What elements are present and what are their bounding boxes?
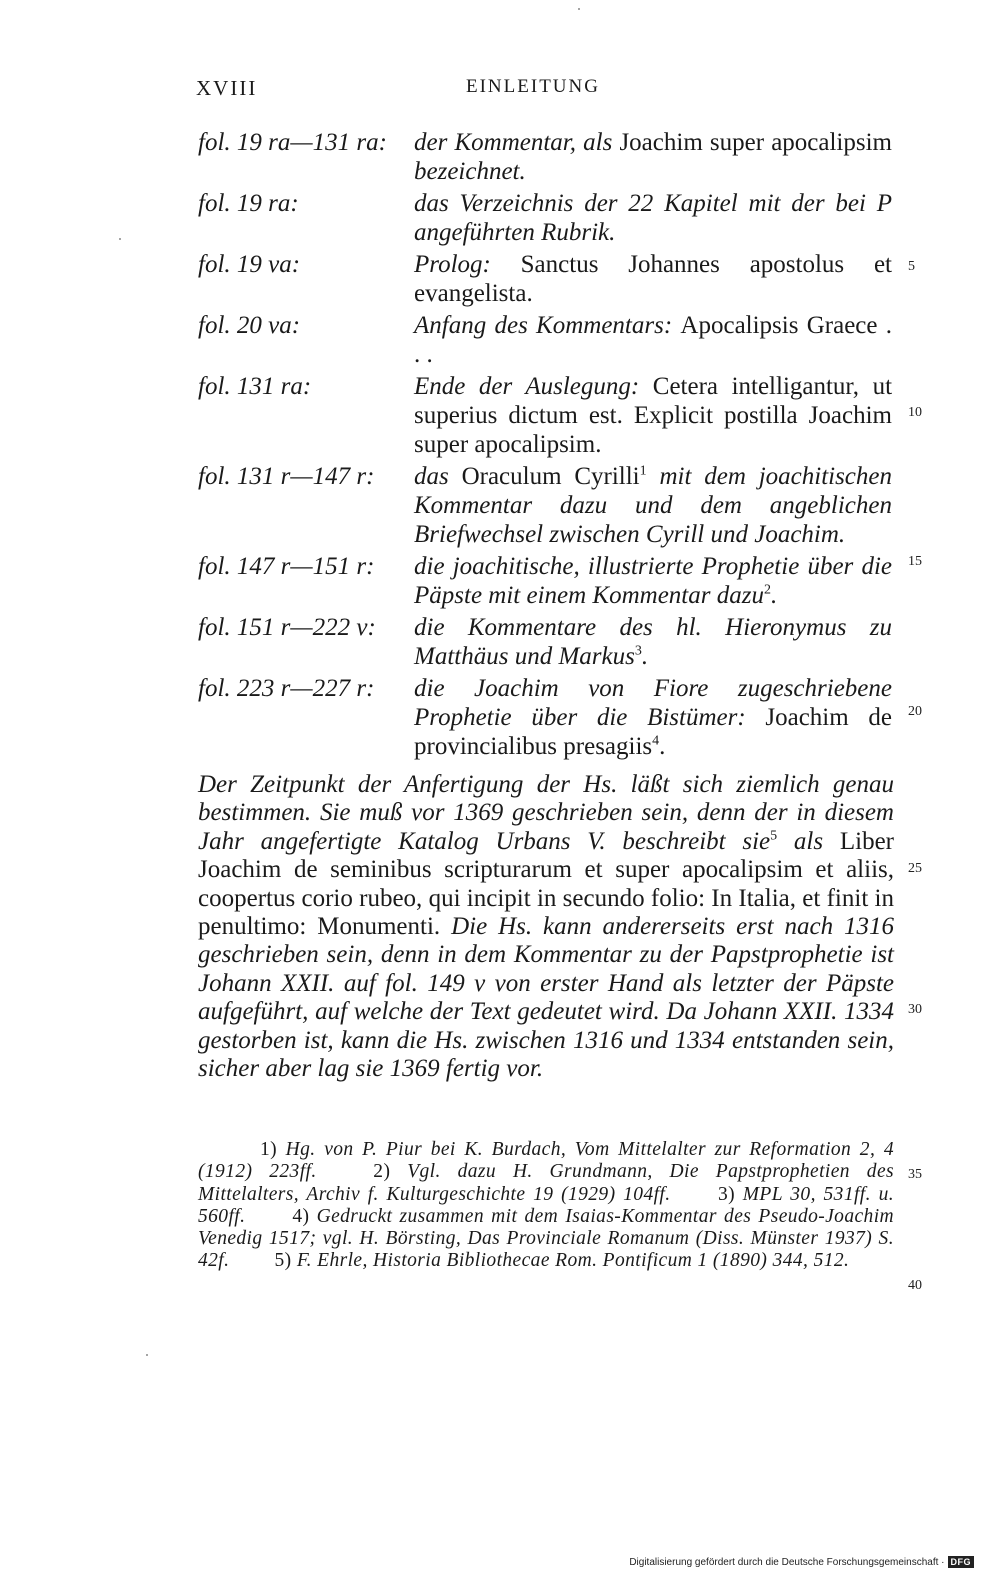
credit-text: Digitalisierung gefördert durch die Deutsche Forschungsgemeinschaft · bbox=[629, 1556, 945, 1568]
manuscript-contents-list bbox=[198, 128, 898, 764]
contents-entry bbox=[198, 128, 898, 186]
footnote-number: 5) bbox=[274, 1250, 292, 1272]
italic-text: bezeichnet. bbox=[414, 158, 526, 185]
folio-reference: fol. 131 ra: bbox=[198, 373, 312, 400]
line-number: 30 bbox=[908, 1002, 922, 1017]
italic-text: die Joachim von Fiore zugeschriebene Prophetie über die Bistümer: bbox=[414, 675, 892, 731]
folio-description bbox=[414, 250, 892, 308]
line-number: 5 bbox=[908, 259, 915, 274]
scan-speck bbox=[119, 238, 121, 240]
italic-text: mit dem joachitischen Kommentar dazu und dem angeblichen Briefwechsel zwischen Cyrill und Joachim. bbox=[414, 463, 893, 548]
footnote-text: MPL 30, 531ff. u. 560ff. bbox=[198, 1183, 894, 1227]
folio-description bbox=[414, 311, 892, 369]
footnote-number: 1) bbox=[260, 1139, 278, 1160]
footnote-marker: 5 bbox=[770, 828, 778, 844]
footnote-text: F. Ehrle, Historia Bibliothecae Rom. Pontificum 1 (1890) 344, 512. bbox=[296, 1250, 850, 1272]
roman-text: Apocalipsis Graece . . . bbox=[414, 312, 892, 368]
italic-text: das bbox=[414, 463, 462, 490]
folio-reference: fol. 19 va: bbox=[198, 251, 301, 278]
roman-text: Liber Joachim de seminibus scripturarum et super apocalipsim et aliis, coopertus corio rubeo, qui incipit in secundo folio: In Italia, et finit in penultimo: Monumenti. bbox=[198, 827, 894, 941]
page-number: XVIII bbox=[196, 76, 258, 100]
scan-speck bbox=[146, 1354, 148, 1356]
folio-reference: fol. 19 ra—131 ra: bbox=[198, 129, 387, 156]
footnote-number: 2) bbox=[373, 1161, 391, 1183]
roman-text: Joachim super apocalipsim bbox=[619, 129, 892, 156]
contents-entry bbox=[198, 250, 898, 308]
line-number: 20 bbox=[908, 704, 922, 719]
contents-entry bbox=[198, 613, 898, 671]
italic-text: die Kommentare des hl. Hieronymus zu Matthäus und Markus bbox=[414, 614, 892, 670]
italic-text: Die Hs. kann andererseits erst nach 1316 geschrieben sein, denn in dem Kommentar zu der Papstprophetie ist Johann XXII. auf fol. 149 v von erster Hand als letzter der Päpste aufgeführt, auf welche der Text gedeutet wird. Da Johann XXII. 1334 gestorben ist, kann die Hs. zwischen 1316 und 1334 entstanden sein, sicher aber lag sie 1369 fertig vor. bbox=[198, 913, 894, 1083]
line-number: 40 bbox=[908, 1278, 922, 1293]
italic-text: das Verzeichnis der 22 Kapitel mit der bei P angeführten Rubrik. bbox=[414, 190, 892, 246]
footnote-marker: 1 bbox=[639, 463, 647, 479]
folio-description bbox=[414, 462, 892, 549]
folio-reference: fol. 223 r—227 r: bbox=[198, 675, 375, 702]
page-header bbox=[196, 76, 896, 106]
italic-text: Anfang des Kommentars: bbox=[414, 312, 681, 339]
footnote-text: Gedruckt zusammen mit dem Isaias-Kommentar des Pseudo-Joachim Venedig 1517; vgl. H. Börsting, Das Provinciale Romanum (Diss. Münster 1937) S. 42f. bbox=[198, 1205, 894, 1272]
contents-entry bbox=[198, 311, 898, 369]
contents-entry bbox=[198, 552, 898, 610]
folio-description bbox=[414, 128, 892, 186]
footnote bbox=[274, 1250, 849, 1271]
footnote-number: 3) bbox=[718, 1183, 736, 1205]
folio-reference: fol. 20 va: bbox=[198, 312, 301, 339]
folio-description bbox=[414, 613, 892, 671]
folio-description bbox=[414, 552, 892, 610]
footnote-text: Vgl. dazu H. Grundmann, Die Papstprophetien des Mittelalters, Archiv f. Kulturgeschichte 19 (1929) 104ff. bbox=[198, 1161, 895, 1205]
contents-entry bbox=[198, 372, 898, 459]
contents-entry bbox=[198, 674, 898, 761]
folio-description bbox=[414, 189, 892, 247]
dating-paragraph bbox=[198, 771, 894, 1083]
line-number: 35 bbox=[908, 1167, 922, 1182]
roman-text: Oraculum Cyrilli bbox=[461, 463, 640, 490]
footnote-number: 4) bbox=[292, 1205, 310, 1227]
footnote-marker: 3 bbox=[634, 643, 642, 659]
footnotes bbox=[198, 1139, 894, 1273]
line-number: 15 bbox=[908, 554, 922, 569]
folio-description bbox=[414, 674, 892, 761]
roman-text: Sanctus Johannes apostolus et evangelista. bbox=[414, 251, 892, 307]
roman-text: Cetera intelligantur, ut superius dictum est. Explicit postilla Joachim super apocalipsim. bbox=[414, 373, 893, 458]
contents-entry bbox=[198, 189, 898, 247]
digitization-credit bbox=[629, 1556, 974, 1568]
line-number: 25 bbox=[908, 861, 922, 876]
running-title: EINLEITUNG bbox=[466, 76, 600, 97]
footnote-marker: 4 bbox=[652, 733, 660, 749]
footnote-marker: 2 bbox=[763, 582, 771, 598]
contents-entry bbox=[198, 462, 898, 549]
roman-text: Joachim de provincialibus presagiis bbox=[414, 704, 892, 760]
folio-reference: fol. 147 r—151 r: bbox=[198, 553, 375, 580]
footnote-text: Hg. von P. Piur bei K. Burdach, Vom Mittelalter zur Reformation 2, 4 (1912) 223ff. bbox=[198, 1139, 894, 1183]
italic-text: . bbox=[641, 643, 649, 670]
italic-text: die joachitische, illustrierte Prophetie über die Päpste mit einem Kommentar dazu bbox=[414, 553, 892, 609]
italic-text: als bbox=[777, 827, 840, 855]
folio-reference: fol. 131 r—147 r: bbox=[198, 463, 375, 490]
scan-speck bbox=[578, 8, 580, 10]
dfg-logo: DFG bbox=[948, 1556, 975, 1568]
roman-text: . bbox=[659, 733, 666, 760]
italic-text: Der Zeitpunkt der Anfertigung der Hs. läßt sich ziemlich genau bestimmen. Sie muß vor 1369 geschrieben sein, denn der in diesem Jahr angefertigte Katalog Urbans V. beschreibt sie bbox=[198, 771, 894, 855]
line-number: 10 bbox=[908, 405, 922, 420]
italic-text: der Kommentar, als bbox=[414, 129, 620, 156]
italic-text: . bbox=[770, 582, 778, 609]
folio-description bbox=[414, 372, 892, 459]
folio-reference: fol. 19 ra: bbox=[198, 190, 299, 217]
folio-reference: fol. 151 r—222 v: bbox=[198, 614, 376, 641]
italic-text: Prolog: bbox=[414, 251, 521, 278]
italic-text: Ende der Auslegung: bbox=[414, 373, 653, 400]
